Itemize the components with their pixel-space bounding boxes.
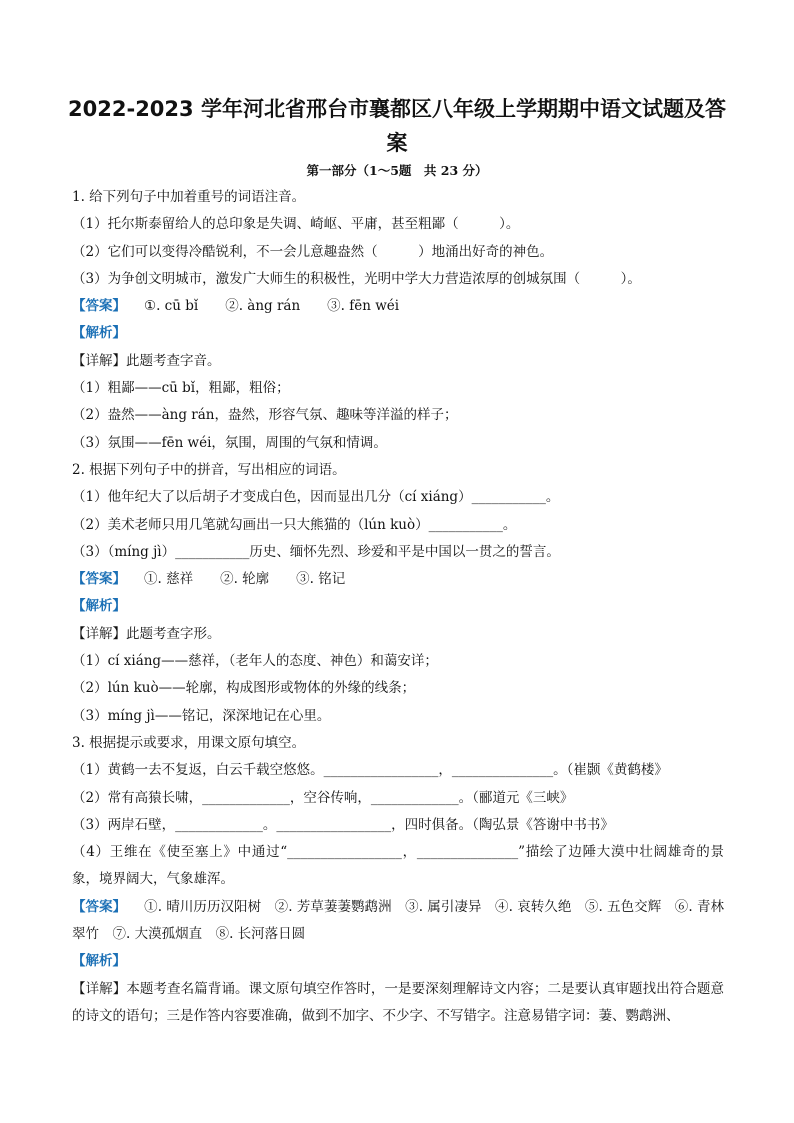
analysis-tag: 【解析】 [72,598,126,615]
answer-tag: 【答案】 [72,898,127,915]
question-2-analysis-line [72,593,724,620]
question-3-answer: ①. 晴川历历汉阳树 ②. 芳草萋萋鹦鹉洲 ③. 属引凄异 ④. 哀转久绝 ⑤. 五色交辉 ⑥. 青林翠竹 ⑦. 大漠孤烟直 ⑧. 长河落日圆 [72,898,724,943]
question-3-answer-line [72,894,724,949]
section-heading: 第一部分（1～5题 共 23 分） [306,163,488,178]
question-3-item-3: （3）两岸石壁，_____________。_________________，四时俱备。（陶弘景《答谢中书书》 [72,816,614,833]
question-2-item-2: （2）美术老师只用几笔就勾画出一只大熊猫的（lún kuò）___________。 [72,516,517,533]
question-2-stem: 2. 根据下列句子中的拼音，写出相应的词语。 [72,461,346,478]
question-2-note-1: （1）cí xiáng——慈祥，（老年人的态度、神色）和蔼安详； [72,653,438,670]
detail-tag: 【详解】 [72,980,127,997]
answer-tag: 【答案】 [72,571,126,588]
question-2-item-1: （1）他年纪大了以后胡子才变成白色，因而显出几分（cí xiáng）___________。 [72,489,560,506]
question-3-detail: 本题考查名篇背诵。课文原句填空作答时，一是要深刻理解诗文内容；二是要认真审题找出符合题意的诗文的语句；三是作答内容要准确，做到不加字、不少字、不写错字。注意易错字词：萋、鹦鹉洲、 [72,980,725,1024]
question-1-stem: 1. 给下列句子中加着重号的词语注音。 [72,189,306,205]
question-2-item-3: （3）（míng jì）___________历史、缅怀先烈、珍爱和平是中国以一贯之的誓言。 [72,543,560,560]
question-1-note-1: （1）粗鄙——cū bǐ，粗鄙，粗俗； [72,380,290,397]
question-1-analysis-line [72,320,724,347]
question-1-detail: 此题考查字音。 [126,352,221,369]
question-2-note-3: （3）míng jì——铭记，深深地记在心里。 [72,707,331,724]
question-2-answer: ①. 慈祥 ②. 轮廓 ③. 铭记 [144,571,346,588]
question-1-answer-line [72,293,724,320]
document-title: 2022-2023 学年河北省邢台市襄都区八年级上学期期中语文试题及答案 [68,97,726,155]
analysis-tag: 【解析】 [72,325,126,342]
question-2-answer-line [72,566,724,593]
question-1-note-2: （2）盎然——àng rán，盎然，形容气氛、趣味等洋溢的样子； [72,407,458,424]
question-3-item-4: （4）王维在《使至塞上》中通过“_________________，_______________”描绘了边陲大漠中壮阔雄奇的景象，境界阔大，气象雄浑。 [72,844,724,888]
question-1-item-2: （2）它们可以变得冷酷锐利，不一会儿意趣盎然（ ）地涌出好奇的神色。 [72,243,554,260]
question-1-detail-line [72,348,724,375]
question-3-stem: 3. 根据提示或要求，用课文原句填空。 [72,734,306,751]
question-1-item-1: （1）托尔斯泰留给人的总印象是失调、崎岖、平庸，甚至粗鄙（ ）。 [72,216,520,233]
question-1-item-3: （3）为争创文明城市，激发广大师生的积极性，光明中学大力营造浓厚的创城氛围（ ）。 [72,270,641,287]
document-body [72,184,724,1030]
question-2-note-2: （2）lún kuò——轮廓，构成图形或物体的外缘的线条； [72,680,416,697]
question-2-detail: 此题考查字形。 [126,625,221,642]
detail-tag: 【详解】 [72,625,126,642]
analysis-tag: 【解析】 [72,953,126,970]
question-1-answer: ①. cū bǐ ②. àng rán ③. fēn wéi [144,298,400,315]
question-3-item-1: （1）黄鹤一去不复返，白云千载空悠悠。_________________，_______________。（崔颢《黄鹤楼》 [72,762,668,779]
question-3-detail-line [72,976,724,1031]
detail-tag: 【详解】 [72,352,126,369]
question-3-item-2: （2）常有高猿长啸，_____________，空谷传响，_____________。（郦道元《三峡》 [72,789,574,806]
question-1-note-3: （3）氛围——fēn wéi，氛围，周围的气氛和情调。 [72,434,387,451]
question-2-detail-line [72,621,724,648]
question-3-analysis-line [72,948,724,975]
answer-tag: 【答案】 [72,298,126,315]
